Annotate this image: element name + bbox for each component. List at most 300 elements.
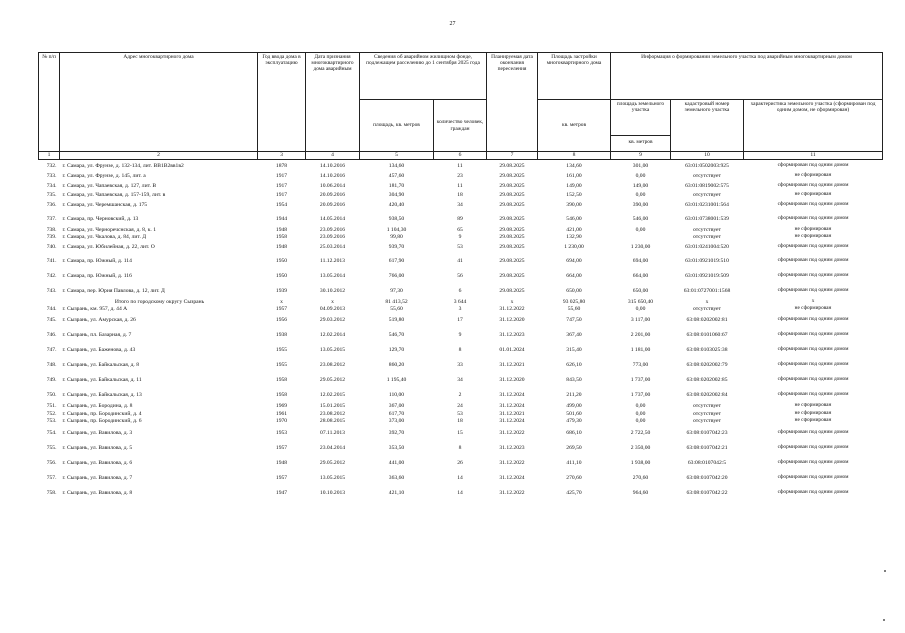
people-cell: 34 — [457, 202, 463, 208]
cadastral-cell: 63:08:0107042:5 — [687, 459, 727, 466]
header-building-area-unit: кв. метров — [538, 100, 611, 152]
building-area-cell: 270,60 — [566, 474, 582, 481]
cadastral-cell: 63:01:0231001:564 — [685, 202, 729, 208]
cadastral-cell: x — [705, 298, 709, 305]
end-date-cell: x — [510, 298, 514, 305]
header-land-status: характеристика земельного участка (сформирован под одним домом, не сформирован) — [744, 100, 883, 152]
col-number: 2 — [60, 152, 258, 160]
end-date-cell: 31.12.2020 — [499, 317, 525, 323]
table-row — [39, 358, 883, 373]
end-date-cell: 31.12.2020 — [499, 377, 525, 383]
end-date-cell: 31.12.2022 — [499, 489, 525, 496]
building-area-cell: 479,30 — [566, 418, 582, 425]
land-status-cell: сформирован под одним домом — [777, 214, 849, 221]
people-cell: 24 — [457, 403, 463, 410]
building-area-cell: 501,60 — [566, 410, 582, 417]
date-cell: 12.02.2015 — [319, 392, 346, 398]
land-area-cell: 0,00 — [635, 172, 646, 179]
fund-area-cell: 939,70 — [388, 244, 405, 250]
end-date-cell: 31.12.2024 — [499, 392, 525, 398]
cadastral-cell: отсутствует — [693, 305, 721, 312]
fund-area-cell: 367,00 — [388, 403, 405, 410]
land-status-cell: x — [811, 298, 815, 304]
row-number: 741. — [46, 257, 57, 264]
table-row — [39, 180, 883, 192]
col-number: 11 — [744, 152, 883, 160]
year-cell: 1917 — [275, 182, 288, 189]
header-fund-area: площадь, кв. метров — [360, 100, 434, 152]
fund-area-cell: 97,30 — [390, 287, 403, 294]
land-area-cell — [611, 234, 671, 242]
date-cell: 29.05.2012 — [319, 377, 346, 383]
cadastral-cell: 63:08:0107042:21 — [686, 444, 728, 451]
address-cell: г. Сызрань, ул. Вавилова, д. 5 — [62, 444, 133, 451]
land-area-cell: 1 938,00 — [630, 459, 651, 466]
fund-area-cell: 110,00 — [388, 392, 405, 398]
address-cell: г. Сызрань, ул. Байкальская, д. 8 — [62, 362, 140, 368]
row-number: 754. — [46, 429, 57, 436]
land-status-cell: сформирован под одним домом — [777, 376, 849, 383]
table-row — [39, 241, 883, 253]
cadastral-cell: 63:08:0107042:20 — [686, 474, 728, 481]
end-date-cell: 31.12.2023 — [499, 332, 525, 338]
cadastral-cell: 63:01:0502003:925 — [685, 163, 729, 169]
fund-area-cell: 519,80 — [388, 317, 405, 323]
address-cell: г. Самара, пр. Южный, д. 114 — [62, 257, 132, 264]
address-cell: г. Сызрань, пл. Базарная, д. 7 — [62, 332, 132, 338]
land-status-cell: не сформирован — [794, 305, 832, 311]
building-area-cell: 664,00 — [566, 272, 582, 279]
land-status-cell: сформирован под одним домом — [777, 271, 849, 278]
land-status-cell: не сформирован — [794, 233, 832, 240]
land-status-cell: не сформирован — [794, 417, 832, 424]
page-number: 27 — [449, 21, 456, 27]
date-cell: 11.12.2013 — [320, 257, 345, 264]
address-cell: г. Самара, ул. Черноречснская, д. 8, к. 1 — [62, 226, 157, 233]
fund-area-cell: 55,60 — [390, 305, 403, 312]
address-cell: г. Сызрань, ул. Вавилова, д. 8 — [62, 489, 133, 496]
date-cell: 29.05.2012 — [319, 459, 346, 466]
land-area-cell: 1 181,00 — [630, 347, 651, 353]
people-cell: 18 — [457, 418, 463, 425]
building-area-cell: 626,10 — [566, 362, 582, 368]
header-num: № п/п — [39, 53, 60, 152]
row-number: 735. — [46, 192, 57, 199]
cadastral-cell: 63:08:0101060:67 — [686, 332, 728, 338]
date-cell: 14.10.2016 — [319, 172, 346, 179]
date-cell: 07.11.2013 — [320, 429, 345, 436]
emergency-housing-table — [38, 52, 883, 500]
cadastral-cell: отсутствует — [693, 403, 721, 410]
people-cell: 33 — [457, 362, 463, 368]
year-cell: 1956 — [275, 317, 288, 323]
date-cell: 13.05.2015 — [319, 474, 346, 481]
building-area-cell: 161,00 — [566, 172, 582, 179]
building-area-cell: 93 025,80 — [562, 298, 586, 305]
land-status-cell: не сформирован — [794, 410, 832, 416]
year-cell: 1948 — [275, 459, 288, 466]
land-area-cell: 964,60 — [632, 489, 649, 496]
table-row — [39, 455, 883, 470]
end-date-cell: 31.12.2022 — [499, 305, 525, 312]
row-number: 738. — [46, 226, 57, 233]
cadastral-cell: 63:01:0738001:539 — [685, 215, 729, 222]
people-cell: 6 — [458, 287, 462, 294]
header-address: Адрес многоквартирного дома — [60, 53, 258, 152]
building-area-cell: 546,00 — [566, 215, 582, 222]
year-cell: 1954 — [275, 202, 288, 208]
cadastral-cell: отсутствует — [693, 226, 721, 233]
table-row — [39, 172, 883, 180]
land-status-cell: сформирован под одним домом — [777, 443, 849, 450]
row-number: 748. — [46, 362, 57, 368]
building-area-cell: 132,90 — [566, 234, 582, 241]
building-area-cell: 134,60 — [566, 163, 582, 169]
people-cell: 23 — [457, 172, 463, 179]
building-area-cell: 315,40 — [566, 347, 582, 353]
date-cell: 23.04.2014 — [319, 444, 346, 451]
end-date-cell: 31.12.2022 — [499, 459, 525, 466]
land-area-cell: 0,00 — [635, 192, 646, 199]
table-row — [39, 343, 883, 358]
people-cell: 11 — [457, 182, 463, 189]
land-area-cell: 1 737,00 — [630, 392, 651, 398]
table-row — [39, 253, 883, 268]
people-cell: 14 — [457, 489, 463, 496]
land-status-cell: не сформирован — [794, 172, 832, 178]
date-cell: 23.08.2012 — [319, 362, 346, 368]
fund-area-cell: 441,00 — [388, 459, 405, 466]
cadastral-cell: 63:08:0107042:23 — [686, 429, 728, 436]
address-cell: г. Сызрань, км. 957, д. 44 А — [62, 305, 128, 312]
col-number: 9 — [611, 152, 671, 160]
address-cell: г. Самара, пер. Юрия Павлова, д. 12, лит. Д — [62, 287, 165, 294]
address-cell: г. Самара, пр. Черновский, д. 13 — [62, 215, 139, 222]
row-number: 751. — [46, 403, 57, 410]
table-header — [39, 53, 883, 160]
date-cell: 13.05.2015 — [319, 347, 346, 353]
address-cell: г. Самара, ул. Чапаевская, д. 157-159, лит. в — [62, 192, 166, 199]
table-row — [39, 160, 883, 173]
year-cell: 1878 — [275, 163, 288, 169]
header-cadastral: кадастровый номер земельного участка — [671, 100, 744, 152]
land-area-cell: 664,00 — [632, 272, 649, 279]
row-number: 733. — [46, 172, 57, 179]
end-date-cell: 29.08.2025 — [499, 244, 525, 250]
year-cell: 1957 — [275, 474, 288, 481]
people-cell: 89 — [457, 215, 463, 222]
col-number: 10 — [671, 152, 744, 160]
year-cell: 1969 — [275, 403, 288, 410]
people-cell: 53 — [457, 410, 463, 417]
cadastral-cell: 63:08:0202002:81 — [686, 317, 728, 323]
date-cell: 20.09.2016 — [319, 202, 346, 208]
land-status-cell: сформирован под одним домом — [777, 162, 849, 169]
col-number: 1 — [39, 152, 60, 160]
land-area-cell: 0,00 — [635, 226, 646, 233]
end-date-cell: 29.08.2025 — [499, 202, 525, 208]
cadastral-cell: отсутствует — [693, 234, 721, 241]
table-row — [39, 440, 883, 455]
end-date-cell: 29.08.2025 — [499, 257, 525, 264]
land-area-cell: 0,00 — [635, 305, 646, 312]
row-number: 745. — [46, 317, 57, 323]
land-area-cell: 149,00 — [632, 182, 649, 189]
building-area-cell: 411,10 — [566, 459, 582, 466]
land-status-cell: не сформирован — [794, 226, 832, 232]
header-fund-people: количество человек, граждан — [434, 100, 487, 152]
date-cell: 23.09.2016 — [319, 234, 346, 241]
year-cell: x — [280, 298, 283, 305]
address-cell: Итого по городскому округу Сызрань — [114, 298, 205, 305]
building-area-cell: 747,50 — [566, 317, 582, 323]
cadastral-cell: 63:08:0202002:84 — [686, 392, 728, 398]
table-body — [39, 160, 883, 501]
year-cell: 1950 — [275, 257, 288, 264]
land-area-cell: 2 722,50 — [630, 429, 651, 436]
year-cell: 1970 — [275, 418, 288, 425]
row-number: 753. — [46, 418, 57, 425]
fund-area-cell: 134,60 — [388, 163, 405, 169]
address-cell: г. Сызрань, ул. Вавилова, д. 7 — [62, 474, 133, 481]
land-area-cell: 301,00 — [632, 163, 649, 169]
date-cell: 28.08.2015 — [319, 418, 346, 425]
land-status-cell: сформирован под одним домом — [777, 243, 849, 250]
row-number: 749. — [46, 377, 57, 383]
cadastral-cell: отсутствует — [693, 418, 721, 425]
cadastral-cell: 63:08:0103025:38 — [686, 347, 728, 353]
header-date-emergency: Дата признания многоквартирного дома аварийным — [306, 53, 360, 152]
table-row — [39, 305, 883, 313]
table-row — [39, 410, 883, 418]
row-number: 734. — [46, 182, 57, 189]
building-area-cell: 499,00 — [566, 403, 582, 410]
year-cell: 1955 — [275, 347, 288, 353]
people-cell: 14 — [457, 474, 463, 481]
address-cell: г. Самара, ул. Черемшанская, д. 175 — [62, 202, 148, 208]
address-cell: г. Сызрань, ул. Баженова, д. 43 — [62, 347, 136, 353]
row-number: 755. — [46, 444, 57, 451]
table-row — [39, 485, 883, 500]
date-cell: 14.05.2014 — [319, 215, 346, 222]
end-date-cell: 31.12.2024 — [499, 403, 525, 410]
people-cell: 2 — [458, 392, 462, 398]
people-cell: 8 — [458, 444, 462, 451]
fund-area-cell: 99,80 — [390, 234, 403, 241]
table-total-row — [39, 298, 883, 305]
land-status-cell: сформирован под одним домом — [777, 316, 849, 323]
table-row — [39, 388, 883, 403]
land-area-cell: 1 737,00 — [630, 377, 651, 383]
year-cell: 1948 — [275, 226, 288, 233]
date-cell: 23.09.2016 — [319, 226, 346, 233]
year-cell: 1957 — [275, 444, 288, 451]
year-cell: 1947 — [275, 489, 288, 496]
people-cell: 3 644 — [453, 298, 467, 305]
end-date-cell: 31.12.2021 — [499, 362, 525, 368]
building-area-cell: 367,40 — [566, 332, 582, 338]
year-cell: 1961 — [275, 410, 288, 417]
land-status-cell: сформирован под одним домом — [777, 488, 849, 495]
fund-area-cell: 181,70 — [388, 182, 405, 189]
land-area-cell: 546,00 — [632, 215, 649, 222]
date-cell: 30.10.2012 — [319, 287, 346, 294]
end-date-cell: 29.08.2025 — [499, 226, 525, 233]
people-cell: 56 — [457, 272, 463, 279]
land-area-cell: 0,00 — [635, 403, 646, 410]
table-row — [39, 425, 883, 440]
people-cell: 15 — [457, 429, 463, 436]
row-number: 747. — [46, 347, 57, 353]
address-cell: г. Самара, ул. Фрунзе, д. 145, лит. а — [62, 172, 146, 179]
col-number: 5 — [360, 152, 434, 160]
land-area-cell: 2 201,00 — [630, 332, 651, 338]
table-row — [39, 328, 883, 343]
row-number: 757. — [46, 474, 57, 481]
fund-area-cell: 363,60 — [388, 474, 405, 481]
end-date-cell: 29.08.2025 — [499, 172, 525, 179]
table-row — [39, 283, 883, 298]
people-cell: 11 — [457, 163, 463, 169]
date-cell: 10.10.2013 — [319, 489, 346, 496]
row-number: 743. — [46, 287, 57, 294]
fund-area-cell: 421,10 — [388, 489, 405, 496]
date-cell: 14.10.2016 — [319, 163, 346, 169]
cadastral-cell: 63:01:0921019:510 — [685, 257, 729, 264]
row-number: 737. — [46, 215, 57, 222]
year-cell: 1950 — [275, 272, 288, 279]
year-cell: 1917 — [275, 172, 288, 179]
building-area-cell: 1 230,00 — [564, 244, 584, 250]
row-number: 736. — [46, 202, 57, 208]
table-row — [39, 211, 883, 226]
header-land-area — [611, 100, 671, 152]
year-cell: 1939 — [275, 287, 288, 294]
col-number: 4 — [306, 152, 360, 160]
people-cell: 3 — [458, 305, 462, 312]
address-cell: г. Самара, ул. Чкалова, д. 84, лит. Д — [62, 234, 147, 241]
land-status-cell: сформирован под одним домом — [777, 361, 849, 368]
land-area-cell: 390,00 — [632, 202, 649, 208]
building-area-cell: 149,00 — [566, 182, 582, 189]
row-number: 756. — [46, 459, 57, 466]
cadastral-cell: отсутствует — [693, 172, 721, 179]
land-area-cell: 270,60 — [632, 474, 649, 481]
row-number: 758. — [46, 489, 57, 496]
people-cell: 41 — [457, 257, 463, 264]
year-cell: 1957 — [275, 305, 288, 312]
building-area-cell: 269,50 — [566, 444, 582, 451]
year-cell: 1958 — [275, 234, 288, 241]
end-date-cell: 29.08.2025 — [499, 234, 525, 241]
land-status-cell: сформирован под одним домом — [777, 201, 849, 208]
year-cell: 1944 — [275, 215, 288, 222]
fund-area-cell: 304,90 — [388, 192, 405, 199]
people-cell: 9 — [458, 234, 462, 241]
date-cell: 04.09.2013 — [319, 305, 346, 312]
cadastral-cell: отсутствует — [693, 192, 721, 199]
cadastral-cell: 63:01:0727001:1568 — [683, 287, 731, 294]
date-cell: 29.03.2012 — [319, 317, 346, 323]
fund-area-cell: 81 413,52 — [385, 298, 408, 305]
land-area-cell: 650,00 — [632, 287, 649, 294]
table-row — [39, 199, 883, 211]
year-cell: 1948 — [275, 244, 288, 250]
table-row — [39, 470, 883, 485]
scan-speck — [883, 619, 885, 621]
land-status-cell: сформирован под одним домом — [777, 473, 849, 480]
address-cell: г. Самара, ул. Фрунзе, д. 132-134, лит. ВВ1В2вв1в2 — [62, 163, 184, 169]
year-cell: 1955 — [275, 362, 288, 368]
fund-area-cell: 353,50 — [388, 444, 405, 451]
building-area-cell: 686,10 — [566, 429, 582, 436]
building-area-cell: 55,60 — [567, 305, 581, 312]
building-area-cell: 650,00 — [566, 287, 582, 294]
land-status-cell: сформирован под одним домом — [777, 256, 849, 263]
people-cell: 65 — [457, 226, 463, 233]
building-area-cell: 694,00 — [566, 257, 582, 264]
row-number: 750. — [46, 392, 57, 398]
address-cell: г. Сызрань, ул. Бородина, д. 8 — [62, 403, 133, 410]
land-area-cell: 0,00 — [635, 410, 646, 417]
people-cell: 34 — [457, 377, 463, 383]
land-status-cell: сформирован под одним домом — [777, 458, 849, 465]
fund-area-cell: 1 195,40 — [386, 377, 407, 383]
row-number: 746. — [46, 332, 57, 338]
people-cell: 53 — [457, 244, 463, 250]
end-date-cell: 29.08.2025 — [499, 287, 525, 294]
address-cell: г. Сызрань, пр. Бородинский, д. 6 — [62, 418, 142, 425]
fund-area-cell: 617,90 — [388, 257, 405, 264]
header-building-area: Площадь застройки многоквартирного дома — [538, 53, 611, 100]
fund-area-cell: 1 104,30 — [386, 226, 407, 233]
col-number: 8 — [538, 152, 611, 160]
people-cell: 18 — [457, 192, 463, 199]
end-date-cell: 29.08.2025 — [499, 192, 525, 199]
building-area-cell: 211,20 — [566, 392, 582, 398]
people-cell: 9 — [458, 332, 462, 338]
header-resettle-date: Планируемая дата окончания переселения — [487, 53, 538, 152]
col-number: 6 — [434, 152, 487, 160]
cadastral-cell: 63:08:0202002:85 — [686, 377, 728, 383]
building-area-cell: 152,50 — [566, 192, 582, 199]
table-row — [39, 192, 883, 200]
end-date-cell: 31.12.2021 — [499, 410, 525, 417]
date-cell: 15.01.2015 — [319, 403, 346, 410]
land-status-cell: не сформирован — [794, 402, 832, 409]
table-row — [39, 403, 883, 411]
land-area-cell: 2 350,00 — [630, 444, 651, 451]
land-area-cell: 0,00 — [635, 418, 646, 425]
end-date-cell: 31.12.2023 — [499, 444, 525, 451]
building-area-cell: 421,00 — [566, 226, 582, 233]
end-date-cell: 29.08.2025 — [499, 163, 525, 169]
table-row — [39, 313, 883, 328]
row-number: 732. — [46, 163, 57, 169]
date-cell: 12.02.2014 — [319, 332, 346, 338]
cadastral-cell: 63:01:0819002:575 — [685, 182, 729, 189]
cadastral-cell: 63:01:0921019:509 — [685, 272, 729, 279]
cadastral-cell: 63:08:0107042:22 — [686, 489, 728, 496]
date-cell: 25.03.2014 — [319, 244, 346, 250]
address-cell: г. Сызрань, пр. Бородинский, д. 4 — [62, 410, 142, 417]
row-number: 744. — [46, 305, 57, 312]
date-cell: 10.06.2014 — [319, 182, 346, 189]
table-row — [39, 373, 883, 388]
cadastral-cell: 63:01:0241004:520 — [685, 244, 729, 250]
land-area-cell: 773,00 — [632, 362, 649, 368]
land-status-cell: не сформирован — [794, 191, 832, 198]
